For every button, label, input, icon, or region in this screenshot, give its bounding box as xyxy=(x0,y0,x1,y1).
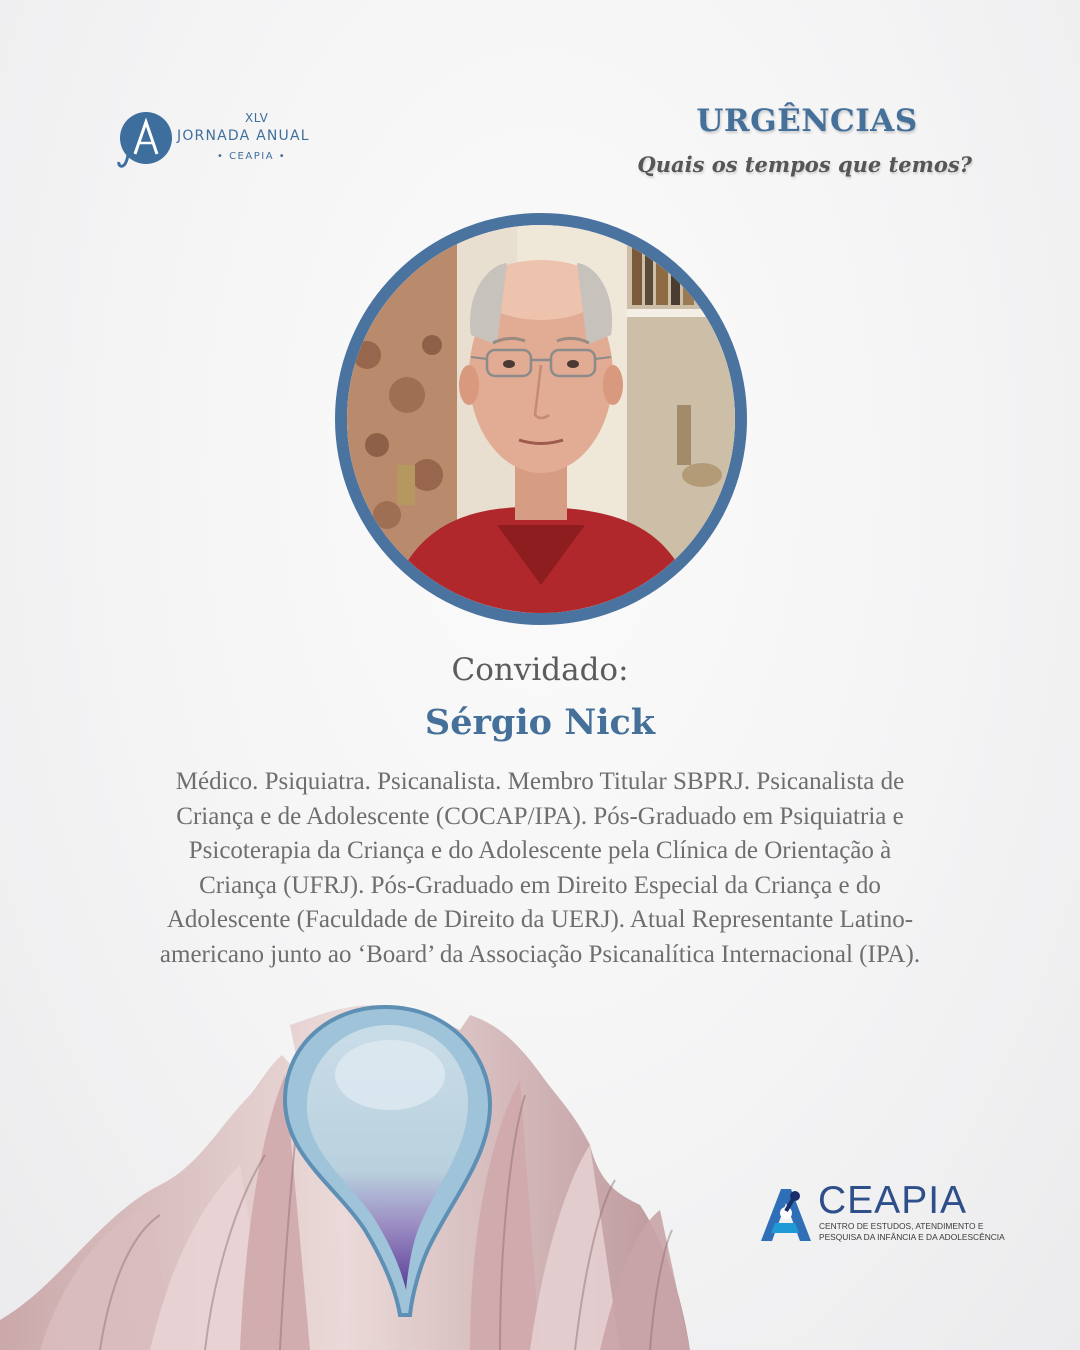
event-name: JORNADA ANUAL xyxy=(177,128,310,144)
event-heading xyxy=(572,103,972,177)
guest-label: Convidado: xyxy=(451,652,629,688)
speaker-portrait-illustration xyxy=(347,225,735,613)
ceapia-tagline-line2: PESQUISA DA INFÂNCIA E DA ADOLESCÊNCIA xyxy=(819,1232,1005,1242)
ceapia-wordmark: CEAPIA xyxy=(818,1179,968,1222)
event-title: URGÊNCIAS xyxy=(696,103,918,139)
decorative-watercolor-art xyxy=(0,985,1080,1350)
event-organization: • CEAPIA • xyxy=(217,151,287,162)
bio-line: Psicoterapia da Criança e do Adolescente pela Clínica de Orientação à xyxy=(188,837,892,864)
event-edition: XLV xyxy=(245,111,269,125)
bio-line: americano junto ao ‘Board’ da Associação Psicanalítica Internacional (IPA). xyxy=(159,940,921,968)
ceapia-mark-icon xyxy=(755,1183,815,1243)
bio-line: Médico. Psiquiatra. Psicanalista. Membro Titular SBPRJ. Psicanalista de xyxy=(175,768,905,795)
guest-name: Sérgio Nick xyxy=(424,702,656,743)
bio-line: Criança (UFRJ). Pós-Graduado em Direito Especial da Criança e do xyxy=(199,871,881,899)
event-subtitle: Quais os tempos que temos? xyxy=(637,152,972,177)
bio-line: Criança e de Adolescente (COCAP/IPA). Pós-Graduado em Psiquiatria e xyxy=(176,802,904,830)
jornada-monogram-icon xyxy=(113,110,175,172)
bio-line: Adolescente (Faculdade de Direito da UERJ). Atual Representante Latino- xyxy=(166,906,914,933)
guest-bio xyxy=(110,765,970,972)
jornada-logo xyxy=(113,110,333,176)
ceapia-tagline-line1: CENTRO DE ESTUDOS, ATENDIMENTO E xyxy=(819,1221,984,1231)
speaker-photo xyxy=(335,213,747,625)
ceapia-logo xyxy=(755,1179,1005,1245)
